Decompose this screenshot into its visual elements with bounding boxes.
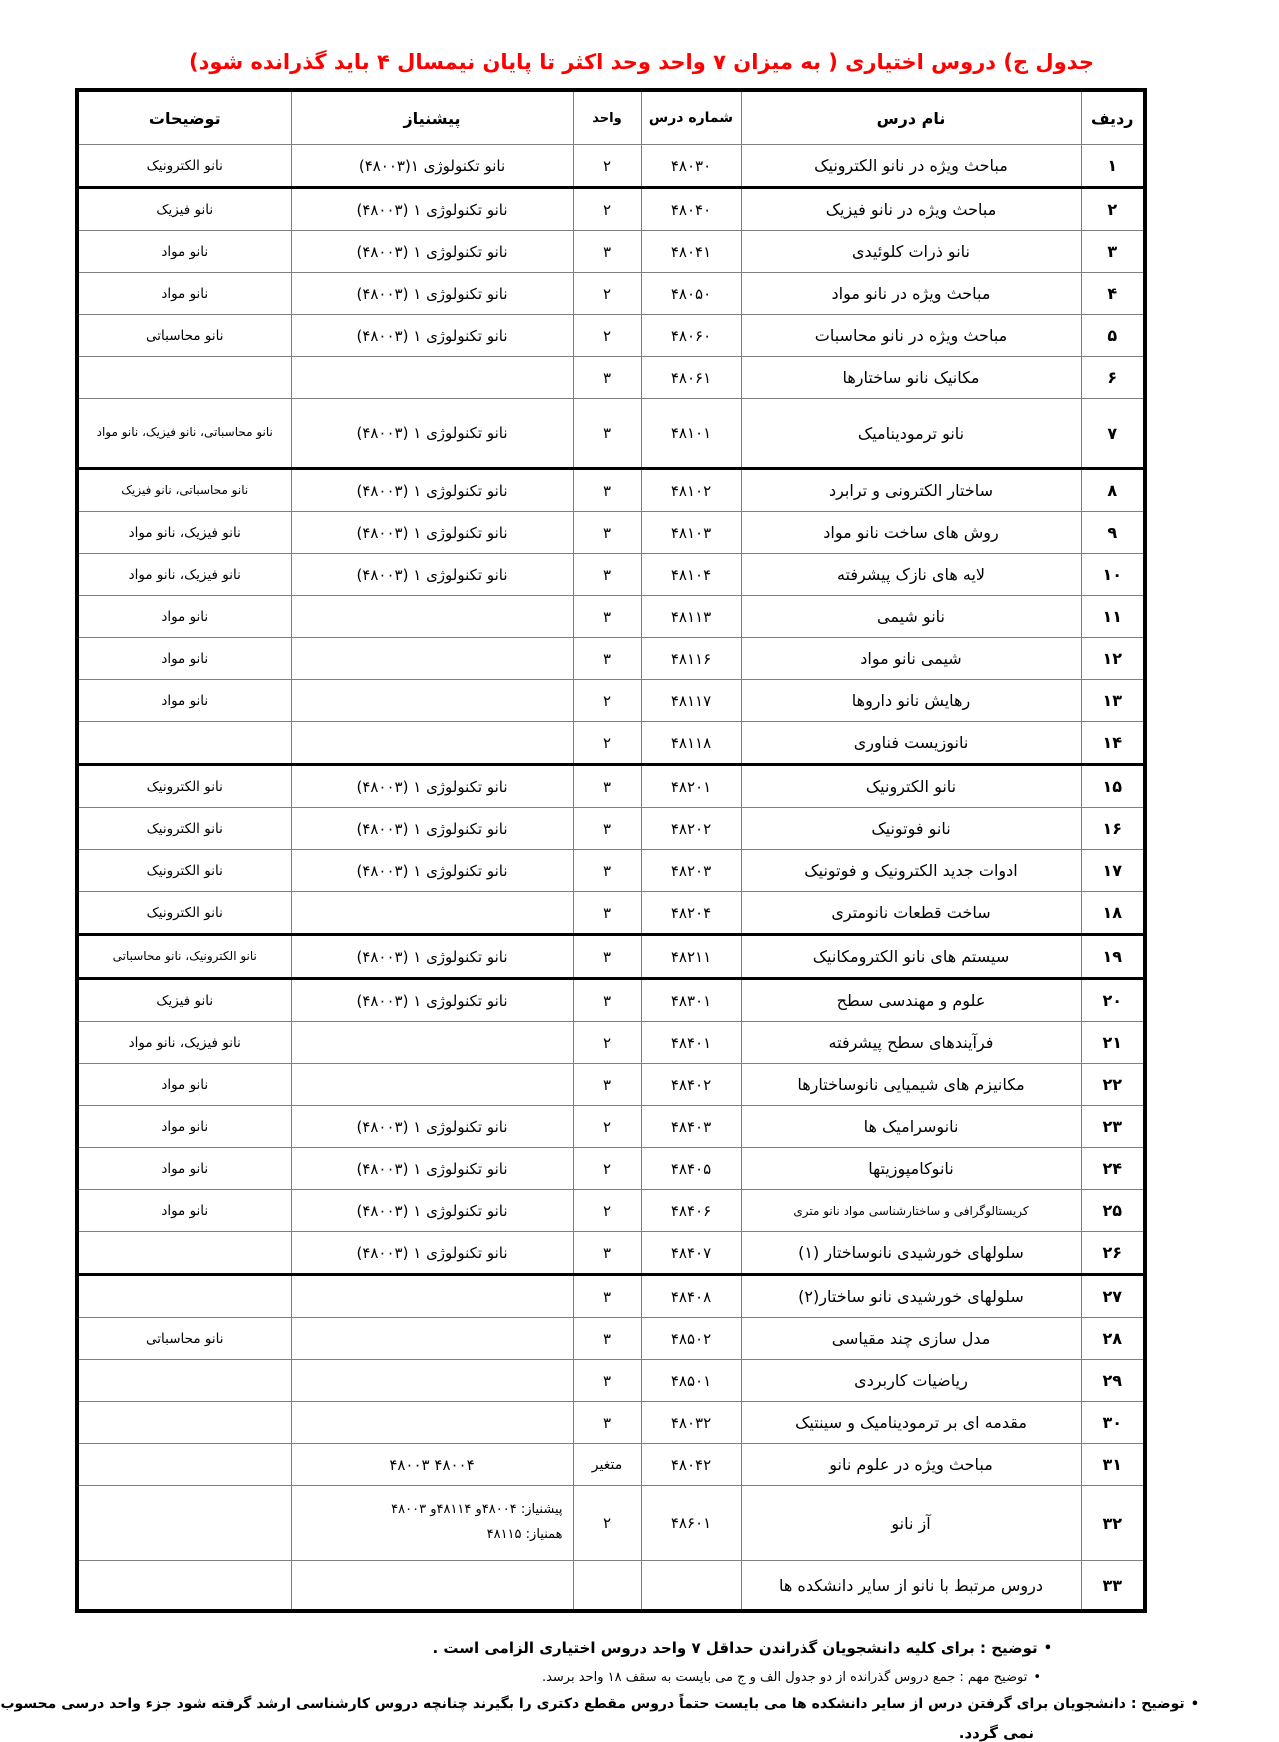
row-number-cell: ۲۲ (1081, 1064, 1145, 1106)
row-number-cell: ۲۶ (1081, 1232, 1145, 1275)
prereq-cell: نانو تکنولوژی ۱ (۴۸۰۰۳) (291, 469, 573, 512)
footnote-3-text: توضیح : دانشجویان برای گرفتن درس از سایر دانشکده ها می بایست حتماً دروس مقطع دکتری را بگیرند چنانچه دروس کارشناسی ارشد گرفته شود جزء واحد درسی محسوب (0, 1696, 1185, 1712)
course-code-cell: ۴۸۵۰۱ (641, 1360, 741, 1402)
course-code-cell: ۴۸۰۴۱ (641, 231, 741, 273)
table-row (77, 1148, 1145, 1190)
row-number-cell: ۱۳ (1081, 680, 1145, 722)
table-row (77, 935, 1145, 979)
notes-cell (77, 722, 291, 765)
units-cell: ۲ (573, 188, 641, 231)
units-cell: ۳ (573, 554, 641, 596)
prereq-cell: نانو تکنولوژی ۱ (۴۸۰۰۳) (291, 1232, 573, 1275)
row-number-cell: ۳ (1081, 231, 1145, 273)
course-name-cell: سلولهای خورشیدی نانو ساختار(۲) (741, 1275, 1081, 1318)
prereq-line-1: پیشنیاز: ۴۸۰۰۴و ۴۸۱۱۴و ۴۸۰۰۳ (391, 1502, 563, 1518)
course-name-cell: نانوکامپوزیتها (741, 1148, 1081, 1190)
course-name-cell: مباحث ویژه در نانو مواد (741, 273, 1081, 315)
table-row (77, 1275, 1145, 1318)
table-row (77, 1318, 1145, 1360)
bullet-icon: • (1043, 1641, 1052, 1656)
course-table-body (77, 145, 1145, 1612)
course-code-cell: ۴۸۱۱۶ (641, 638, 741, 680)
prereq-cell (291, 1402, 573, 1444)
table-row (77, 188, 1145, 231)
units-cell: ۳ (573, 1318, 641, 1360)
notes-cell (77, 1444, 291, 1486)
prereq-cell: نانو تکنولوژی ۱ (۴۸۰۰۳) (291, 188, 573, 231)
notes-cell: نانو مواد (77, 273, 291, 315)
table-row (77, 1022, 1145, 1064)
row-number-cell: ۸ (1081, 469, 1145, 512)
row-number-cell: ۶ (1081, 357, 1145, 399)
units-cell: ۳ (573, 935, 641, 979)
units-cell: متغیر (573, 1444, 641, 1486)
prereq-cell (291, 892, 573, 935)
prereq-cell (291, 1064, 573, 1106)
course-code-cell: ۴۸۴۰۸ (641, 1275, 741, 1318)
course-code-cell: ۴۸۴۰۷ (641, 1232, 741, 1275)
units-cell: ۳ (573, 469, 641, 512)
units-cell: ۲ (573, 1148, 641, 1190)
units-cell: ۳ (573, 638, 641, 680)
table-row (77, 1402, 1145, 1444)
prereq-cell (291, 638, 573, 680)
row-number-cell: ۱ (1081, 145, 1145, 188)
notes-cell (77, 357, 291, 399)
row-number-cell: ۲۳ (1081, 1106, 1145, 1148)
units-cell: ۳ (573, 765, 641, 808)
footnote-1 (4, 1639, 1052, 1657)
notes-cell: نانو الکترونیک (77, 850, 291, 892)
prereq-cell: نانو تکنولوژی ۱ (۴۸۰۰۳) (291, 808, 573, 850)
course-name-cell: علوم و مهندسی سطح (741, 979, 1081, 1022)
prereq-cell: نانو تکنولوژی ۱(۴۸۰۰۳) (291, 145, 573, 188)
footnote-3 (0, 1696, 1199, 1712)
notes-cell (77, 1360, 291, 1402)
units-cell: ۲ (573, 722, 641, 765)
notes-cell: نانو الکترونیک، نانو محاسباتی (77, 935, 291, 979)
table-row (77, 765, 1145, 808)
course-code-cell: ۴۸۰۳۰ (641, 145, 741, 188)
prereq-cell (291, 1275, 573, 1318)
course-code-cell: ۴۸۱۰۴ (641, 554, 741, 596)
units-cell: ۳ (573, 1064, 641, 1106)
row-number-cell: ۱۴ (1081, 722, 1145, 765)
course-code-cell: ۴۸۰۴۲ (641, 1444, 741, 1486)
units-cell: ۲ (573, 1022, 641, 1064)
prereq-cell: نانو تکنولوژی ۱ (۴۸۰۰۳) (291, 765, 573, 808)
row-number-cell: ۱۸ (1081, 892, 1145, 935)
prereq-cell: نانو تکنولوژی ۱ (۴۸۰۰۳) (291, 850, 573, 892)
prereq-cell: ۴۸۰۰۴ ۴۸۰۰۳ (291, 1444, 573, 1486)
prereq-cell (291, 680, 573, 722)
table-row (77, 1360, 1145, 1402)
course-code-cell: ۴۸۴۰۶ (641, 1190, 741, 1232)
prereq-line-2: همنیاز: ۴۸۱۱۵ (486, 1527, 563, 1542)
course-code-cell: ۴۸۱۱۸ (641, 722, 741, 765)
course-name-cell: روش های ساخت نانو مواد (741, 512, 1081, 554)
notes-cell: نانو مواد (77, 1148, 291, 1190)
notes-cell: نانو محاسباتی (77, 1318, 291, 1360)
course-code-cell: ۴۸۰۶۱ (641, 357, 741, 399)
row-number-cell: ۱۶ (1081, 808, 1145, 850)
table-row (77, 399, 1145, 469)
units-cell: ۳ (573, 1360, 641, 1402)
table-row (77, 1561, 1145, 1612)
notes-cell: نانو الکترونیک (77, 808, 291, 850)
course-code-cell: ۴۸۳۰۱ (641, 979, 741, 1022)
footnote-1-text: توضیح : برای کلیه دانشجویان گذراندن حداقل ۷ واحد دروس اختیاری الزامی است . (432, 1639, 1038, 1657)
row-number-cell: ۲۱ (1081, 1022, 1145, 1064)
table-row (77, 357, 1145, 399)
notes-cell: نانو محاسباتی، نانو فیزیک، نانو مواد (77, 399, 291, 469)
row-number-cell: ۳۳ (1081, 1561, 1145, 1612)
course-name-cell: نانو فوتونیک (741, 808, 1081, 850)
units-cell: ۳ (573, 399, 641, 469)
course-code-cell: ۴۸۵۰۲ (641, 1318, 741, 1360)
row-number-cell: ۱۵ (1081, 765, 1145, 808)
course-name-cell: مکانیزم های شیمیایی نانوساختارها (741, 1064, 1081, 1106)
course-code-cell: ۴۸۱۰۲ (641, 469, 741, 512)
prereq-cell (291, 1022, 573, 1064)
course-code-cell: ۴۸۱۱۷ (641, 680, 741, 722)
table-row (77, 596, 1145, 638)
course-name-cell: نانو الکترونیک (741, 765, 1081, 808)
course-name-cell: نانوسرامیک ها (741, 1106, 1081, 1148)
notes-cell: نانو فیزیک، نانو مواد (77, 1022, 291, 1064)
prereq-cell (291, 722, 573, 765)
units-cell: ۲ (573, 315, 641, 357)
course-name-cell: مقدمه ای بر ترمودینامیک و سینتیک (741, 1402, 1081, 1444)
table-row (77, 1232, 1145, 1275)
units-cell: ۳ (573, 357, 641, 399)
course-name-cell: مدل سازی چند مقیاسی (741, 1318, 1081, 1360)
units-cell: ۲ (573, 1486, 641, 1561)
header-course-code: شماره درس (641, 90, 741, 145)
course-code-cell: ۴۸۲۰۳ (641, 850, 741, 892)
table-row (77, 979, 1145, 1022)
units-cell: ۲ (573, 1190, 641, 1232)
course-name-cell: نانو ترمودینامیک (741, 399, 1081, 469)
notes-cell: نانو الکترونیک (77, 145, 291, 188)
course-code-cell: ۴۸۰۶۰ (641, 315, 741, 357)
row-number-cell: ۱۱ (1081, 596, 1145, 638)
table-row (77, 722, 1145, 765)
units-cell (573, 1561, 641, 1612)
course-name-cell: لایه های نازک پیشرفته (741, 554, 1081, 596)
notes-cell: نانو مواد (77, 231, 291, 273)
course-name-cell: ساخت قطعات نانومتری (741, 892, 1081, 935)
units-cell: ۲ (573, 273, 641, 315)
row-number-cell: ۱۰ (1081, 554, 1145, 596)
course-name-cell: مباحث ویژه در نانو فیزیک (741, 188, 1081, 231)
notes-cell: نانو فیزیک، نانو مواد (77, 554, 291, 596)
prereq-cell (291, 1318, 573, 1360)
table-row (77, 892, 1145, 935)
course-name-cell: مباحث ویژه در نانو محاسبات (741, 315, 1081, 357)
prereq-cell (291, 357, 573, 399)
row-number-cell: ۱۷ (1081, 850, 1145, 892)
row-number-cell: ۵ (1081, 315, 1145, 357)
table-header-row (77, 90, 1145, 145)
course-name-cell: شیمی نانو مواد (741, 638, 1081, 680)
header-course-name: نام درس (741, 90, 1081, 145)
table-row (77, 554, 1145, 596)
prereq-cell: نانو تکنولوژی ۱ (۴۸۰۰۳) (291, 231, 573, 273)
row-number-cell: ۳۱ (1081, 1444, 1145, 1486)
prereq-cell: نانو تکنولوژی ۱ (۴۸۰۰۳) (291, 935, 573, 979)
units-cell: ۲ (573, 1106, 641, 1148)
units-cell: ۳ (573, 1275, 641, 1318)
units-cell: ۳ (573, 596, 641, 638)
course-code-cell (641, 1561, 741, 1612)
footnote-2-text: توضیح مهم : جمع دروس گذرانده از دو جدول الف و ج می بایست به سقف ۱۸ واحد برسد. (541, 1670, 1028, 1685)
prereq-cell: نانو تکنولوژی ۱ (۴۸۰۰۳) (291, 273, 573, 315)
notes-cell (77, 1402, 291, 1444)
units-cell: ۳ (573, 1232, 641, 1275)
table-row (77, 273, 1145, 315)
course-name-cell: مکانیک نانو ساختارها (741, 357, 1081, 399)
prereq-cell: نانو تکنولوژی ۱ (۴۸۰۰۳) (291, 1190, 573, 1232)
row-number-cell: ۳۰ (1081, 1402, 1145, 1444)
table-row (77, 1486, 1145, 1561)
row-number-cell: ۲۹ (1081, 1360, 1145, 1402)
course-name-cell: ادوات جدید الکترونیک و فوتونیک (741, 850, 1081, 892)
course-code-cell: ۴۸۰۵۰ (641, 273, 741, 315)
notes-cell: نانو محاسباتی، نانو فیزیک (77, 469, 291, 512)
page-title: جدول ج) دروس اختیاری ( به میزان ۷ واحد وحد اکثر تا پایان نیمسال ۴ باید گذرانده شود) (189, 50, 1094, 74)
footnote-2 (4, 1670, 1041, 1685)
course-name-cell: مباحث ویژه در نانو الکترونیک (741, 145, 1081, 188)
row-number-cell: ۱۹ (1081, 935, 1145, 979)
table-row (77, 1444, 1145, 1486)
bullet-icon: • (1190, 1696, 1199, 1712)
course-code-cell: ۴۸۲۰۲ (641, 808, 741, 850)
notes-cell: نانو الکترونیک (77, 765, 291, 808)
course-code-cell: ۴۸۱۱۳ (641, 596, 741, 638)
course-code-cell: ۴۸۱۰۳ (641, 512, 741, 554)
course-code-cell: ۴۸۴۰۱ (641, 1022, 741, 1064)
row-number-cell: ۹ (1081, 512, 1145, 554)
row-number-cell: ۱۲ (1081, 638, 1145, 680)
course-name-cell: نانو شیمی (741, 596, 1081, 638)
notes-cell: نانو محاسباتی (77, 315, 291, 357)
table-row (77, 231, 1145, 273)
row-number-cell: ۲۵ (1081, 1190, 1145, 1232)
course-code-cell: ۴۸۴۰۲ (641, 1064, 741, 1106)
prereq-cell: نانو تکنولوژی ۱ (۴۸۰۰۳) (291, 399, 573, 469)
table-row (77, 145, 1145, 188)
course-code-cell: ۴۸۲۰۱ (641, 765, 741, 808)
header-row-number: ردیف (1081, 90, 1145, 145)
table-row (77, 1106, 1145, 1148)
course-name-cell: فرآیندهای سطح پیشرفته (741, 1022, 1081, 1064)
table-row (77, 469, 1145, 512)
units-cell: ۳ (573, 231, 641, 273)
units-cell: ۲ (573, 145, 641, 188)
table-row (77, 1190, 1145, 1232)
notes-cell: نانو مواد (77, 638, 291, 680)
notes-cell: نانو فیزیک (77, 979, 291, 1022)
course-name-cell: سیستم های نانو الکترومکانیک (741, 935, 1081, 979)
course-code-cell: ۴۸۲۱۱ (641, 935, 741, 979)
course-code-cell: ۴۸۶۰۱ (641, 1486, 741, 1561)
row-number-cell: ۲۴ (1081, 1148, 1145, 1190)
notes-cell: نانو الکترونیک (77, 892, 291, 935)
units-cell: ۳ (573, 892, 641, 935)
header-units: واحد (573, 90, 641, 145)
notes-cell: نانو مواد (77, 680, 291, 722)
course-code-cell: ۴۸۴۰۵ (641, 1148, 741, 1190)
prereq-cell (291, 1561, 573, 1612)
optional-courses-table (75, 88, 1147, 1613)
table-row (77, 638, 1145, 680)
table-row (77, 850, 1145, 892)
prereq-cell (291, 596, 573, 638)
row-number-cell: ۲ (1081, 188, 1145, 231)
course-code-cell: ۴۸۲۰۴ (641, 892, 741, 935)
prereq-cell: نانو تکنولوژی ۱ (۴۸۰۰۳) (291, 554, 573, 596)
notes-cell: نانو فیزیک (77, 188, 291, 231)
prereq-cell (291, 1360, 573, 1402)
course-name-cell: ساختار الکترونی و ترابرد (741, 469, 1081, 512)
notes-cell (77, 1232, 291, 1275)
course-name-cell: آز نانو (741, 1486, 1081, 1561)
course-name-cell: نانو ذرات کلوئیدی (741, 231, 1081, 273)
prereq-cell: نانو تکنولوژی ۱ (۴۸۰۰۳) (291, 1106, 573, 1148)
course-name-cell: دروس مرتبط با نانو از سایر دانشکده ها (741, 1561, 1081, 1612)
notes-cell: نانو مواد (77, 596, 291, 638)
prereq-cell: نانو تکنولوژی ۱ (۴۸۰۰۳) (291, 979, 573, 1022)
prereq-cell: نانو تکنولوژی ۱ (۴۸۰۰۳) (291, 1148, 573, 1190)
notes-cell: نانو مواد (77, 1190, 291, 1232)
prereq-cell: نانو تکنولوژی ۱ (۴۸۰۰۳) (291, 315, 573, 357)
notes-cell (77, 1275, 291, 1318)
row-number-cell: ۲۰ (1081, 979, 1145, 1022)
units-cell: ۳ (573, 808, 641, 850)
notes-cell: نانو مواد (77, 1064, 291, 1106)
footnotes-section (0, 1639, 1279, 1742)
table-row (77, 1064, 1145, 1106)
course-name-cell: سلولهای خورشیدی نانوساختار (۱) (741, 1232, 1081, 1275)
row-number-cell: ۴ (1081, 273, 1145, 315)
course-name-cell: کریستالوگرافی و ساختارشناسی مواد نانو متری (741, 1190, 1081, 1232)
units-cell: ۳ (573, 512, 641, 554)
table-row (77, 315, 1145, 357)
row-number-cell: ۲۸ (1081, 1318, 1145, 1360)
notes-cell: نانو مواد (77, 1106, 291, 1148)
course-name-cell: مباحث ویژه در علوم نانو (741, 1444, 1081, 1486)
course-code-cell: ۴۸۰۳۲ (641, 1402, 741, 1444)
course-code-cell: ۴۸۰۴۰ (641, 188, 741, 231)
units-cell: ۳ (573, 1402, 641, 1444)
bullet-icon: • (1033, 1670, 1041, 1685)
units-cell: ۳ (573, 850, 641, 892)
course-name-cell: نانوزیست فناوری (741, 722, 1081, 765)
notes-cell (77, 1486, 291, 1561)
notes-cell: نانو فیزیک، نانو مواد (77, 512, 291, 554)
header-prereq: پیشنیاز (291, 90, 573, 145)
units-cell: ۲ (573, 680, 641, 722)
units-cell: ۳ (573, 979, 641, 1022)
notes-cell (77, 1561, 291, 1612)
table-row (77, 512, 1145, 554)
row-number-cell: ۳۲ (1081, 1486, 1145, 1561)
table-row (77, 808, 1145, 850)
prereq-cell: نانو تکنولوژی ۱ (۴۸۰۰۳) (291, 512, 573, 554)
footnote-3-continuation: نمی گردد. (958, 1724, 1034, 1742)
table-row (77, 680, 1145, 722)
prereq-cell (291, 1486, 573, 1561)
course-code-cell: ۴۸۱۰۱ (641, 399, 741, 469)
row-number-cell: ۷ (1081, 399, 1145, 469)
row-number-cell: ۲۷ (1081, 1275, 1145, 1318)
course-code-cell: ۴۸۴۰۳ (641, 1106, 741, 1148)
course-name-cell: رهایش نانو داروها (741, 680, 1081, 722)
header-notes: توضیحات (77, 90, 291, 145)
course-name-cell: ریاضیات کاربردی (741, 1360, 1081, 1402)
